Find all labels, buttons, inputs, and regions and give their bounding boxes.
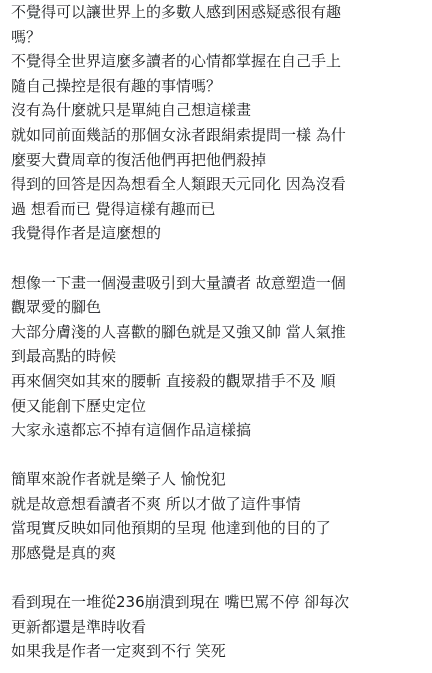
text-line: 得到的回答是因為想看全人類跟天元同化 因為沒看	[11, 175, 346, 194]
text-line: 便又能創下歷史定位	[11, 396, 147, 415]
text-line: 大家永遠都忘不掉有這個作品這樣搞	[11, 421, 252, 440]
text-line: 隨自己操控是很有趣的事情嗎？	[11, 76, 222, 95]
text-line: 觀眾愛的腳色	[11, 298, 102, 317]
paragraph-3	[11, 467, 420, 565]
text-line: 就是故意想看讀者不爽 所以才做了這件事情	[11, 494, 301, 513]
text-line: 到最高點的時候	[11, 347, 117, 366]
text-line: 那感覺是真的爽	[11, 544, 117, 563]
text-line: 當現實反映如同他預期的呈現 他達到他的目的了	[11, 519, 331, 538]
text-line: 麼要大費周章的復活他們再把他們殺掉	[11, 150, 267, 169]
text-line: 過 想看而已 覺得這樣有趣而已	[11, 199, 216, 218]
text-line: 嗎？	[11, 27, 42, 46]
text-line: 不覺得全世界這麼多讀者的心情都掌握在自己手上	[11, 52, 342, 71]
text-line: 不覺得可以讓世界上的多數人感到困惑疑惑很有趣	[11, 3, 342, 21]
text-line: 更新都還是準時收看	[11, 617, 147, 636]
text-line: 再來個突如其來的腰斬 直接殺的觀眾措手不及 順	[11, 371, 336, 390]
paragraph-spacer	[11, 566, 420, 591]
paragraph-4	[11, 590, 420, 664]
text-line: 簡單來說作者就是樂子人 愉悅犯	[11, 470, 226, 489]
text-line: 大部分膚淺的人喜歡的腳色就是又強又帥 當人氣推	[11, 322, 346, 341]
text-line: 如果我是作者一定爽到不行 笑死	[11, 642, 226, 661]
paragraph-spacer	[11, 246, 420, 271]
text-line: 我覺得作者是這麼想的	[11, 224, 162, 243]
text-line: 想像一下畫一個漫畫吸引到大量讀者 故意塑造一個	[11, 273, 346, 292]
text-line: 沒有為什麼就只是單純自己想這樣畫	[11, 101, 252, 120]
text-line: 就如同前面幾話的那個女泳者跟絹索提問一樣 為什	[11, 125, 346, 144]
paragraph-spacer	[11, 443, 420, 468]
paragraph-2	[11, 271, 420, 443]
paragraph-1	[11, 0, 420, 246]
text-line: 看到現在一堆從236崩潰到現在 嘴巴罵不停 卻每次	[11, 593, 350, 612]
